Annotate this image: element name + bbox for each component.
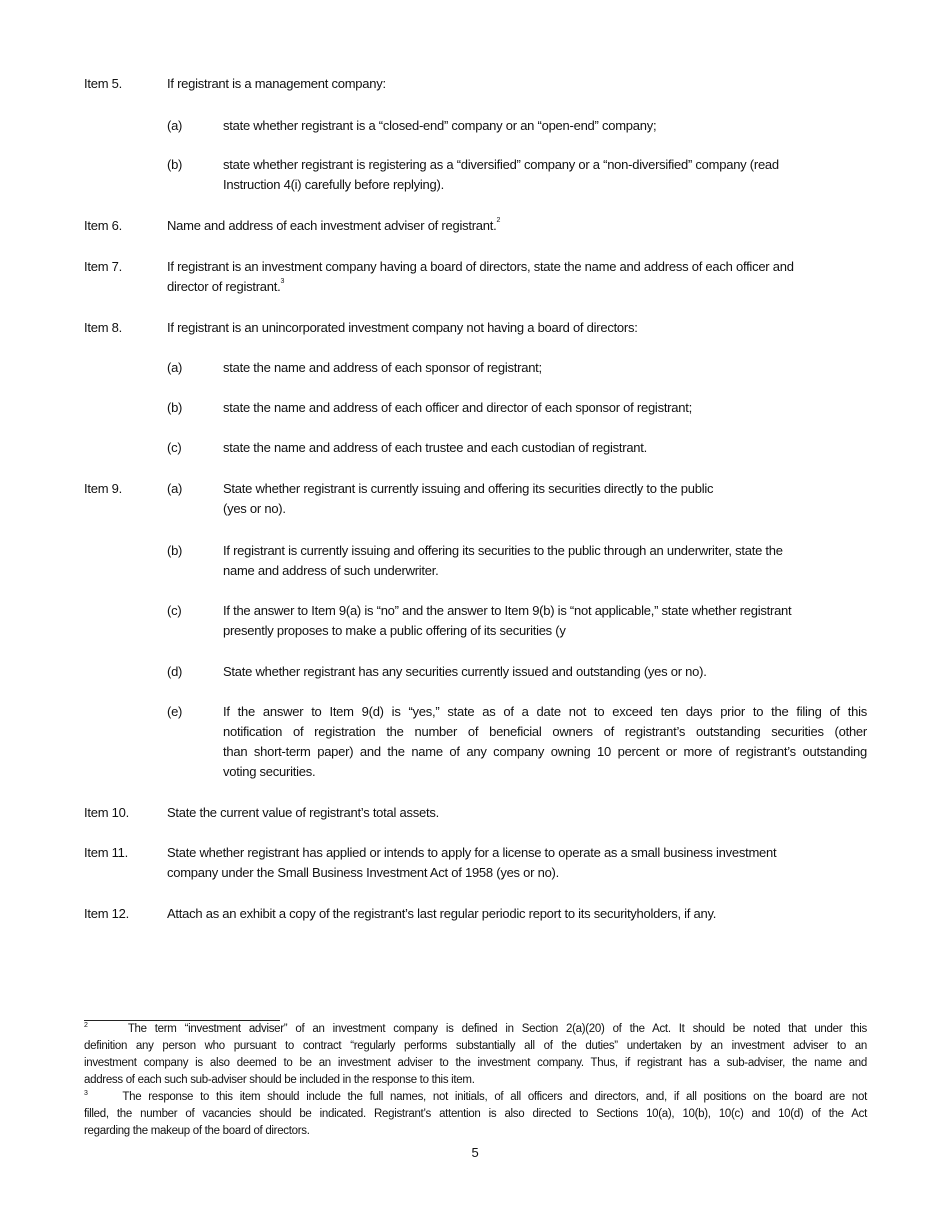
item-9b-text: If registrant is currently issuing and offering its securities to the public through an underwriter, state the name and address of such underwriter.: [223, 543, 783, 578]
item-5-label: Item 5.: [84, 76, 122, 91]
item-9-label: Item 9.: [84, 481, 122, 496]
item-8-label: Item 8.: [84, 320, 122, 335]
footnote-ref-3[interactable]: 3: [280, 278, 285, 285]
footnote-3: $^3$ The response to this item should include the full names, not initials, of all officers and directors, and, if all positions on the board are not filled, the number of vacancies should be indicated. Registrant’s attention is also directed to Sections 10(a), 10(b), 10(c) and 10(d) of the Act regarding the makeup of the board of directors.: [84, 1090, 867, 1137]
item-8b-text: state the name and address of each officer and director of each sponsor of registrant;: [223, 400, 692, 415]
item-6-text: Name and address of each investment adviser of registrant.$^2$: [167, 217, 501, 233]
item-11-label: Item 11.: [84, 845, 129, 860]
item-9e-label: (e): [167, 704, 183, 719]
item-5-text: If registrant is a management company:: [167, 76, 386, 91]
item-9a-text: State whether registrant is currently issuing and offering its securities directly to the public (yes or no).: [223, 481, 714, 516]
item-7-label: Item 7.: [84, 259, 122, 274]
item-8a-label: (a): [167, 360, 183, 375]
item-8c-label: (c): [167, 440, 182, 455]
footnote-2: $^2$ The term “investment adviser” of an investment company is defined in Section 2(a)(20) of the Act. It should be noted that under this definition any person who pursuant to contract “regularly performs substantially all of the duties” undertaken by an investment adviser to an investment company is also deemed to be an investment adviser to the investment company. Thus, if registrant has a sub-adviser, the name and address of each such sub-adviser should be included in the response to this item.: [84, 1022, 867, 1086]
footnote-ref-2[interactable]: 2: [496, 217, 501, 224]
item-10-label: Item 10.: [84, 805, 129, 820]
item-5b-label: (b): [167, 157, 183, 172]
item-8-text: If registrant is an unincorporated investment company not having a board of directors:: [167, 320, 638, 335]
item-9c-text: If the answer to Item 9(a) is “no” and the answer to Item 9(b) is “not applicable,” state whether registrant presently proposes to make a public offering of its securities (y: [223, 603, 792, 638]
item-5a-text: state whether registrant is a “closed-end” company or an “open-end” company;: [223, 118, 657, 133]
item-8b-label: (b): [167, 400, 183, 415]
item-8a-text: state the name and address of each sponsor of registrant;: [223, 360, 542, 375]
item-9a-label: (a): [167, 481, 183, 496]
item-10-text: State the current value of registrant’s total assets.: [167, 805, 439, 820]
item-12-text: Attach as an exhibit a copy of the registrant’s last regular periodic report to its securityholders, if any.: [167, 906, 717, 921]
item-7-text: If registrant is an investment company having a board of directors, state the name and address of each officer and director of registrant.$^3$: [167, 259, 794, 294]
item-9e-text: If the answer to Item 9(d) is “yes,” state as of a date not to exceed ten days prior to the filing of this notification of registration the number of beneficial owners of registrant’s outstanding securities (other than short-term paper) and the name of any company owning 10 percent or more of registrant’s outstanding voting securities.: [223, 704, 867, 779]
item-9b-label: (b): [167, 543, 183, 558]
item-5a-label: (a): [167, 118, 183, 133]
item-9c-label: (c): [167, 603, 182, 618]
item-11-text: State whether registrant has applied or intends to apply for a license to operate as a small business investment company under the Small Business Investment Act of 1958 (yes or no).: [167, 845, 777, 880]
item-9d-text: State whether registrant has any securities currently issued and outstanding (yes or no).: [223, 664, 707, 679]
item-5b-text: state whether registrant is registering as a “diversified” company or a “non-diversified” company (read Instruction 4(i) carefully before replying).: [223, 157, 779, 192]
item-12-label: Item 12.: [84, 906, 129, 921]
item-9d-label: (d): [167, 664, 183, 679]
item-6-label: Item 6.: [84, 218, 122, 233]
page-number: 5: [471, 1145, 479, 1160]
item-8c-text: state the name and address of each trustee and each custodian of registrant.: [223, 440, 648, 455]
footnote-3-mark: 3: [84, 1090, 88, 1097]
footnote-2-mark: 2: [84, 1022, 88, 1029]
